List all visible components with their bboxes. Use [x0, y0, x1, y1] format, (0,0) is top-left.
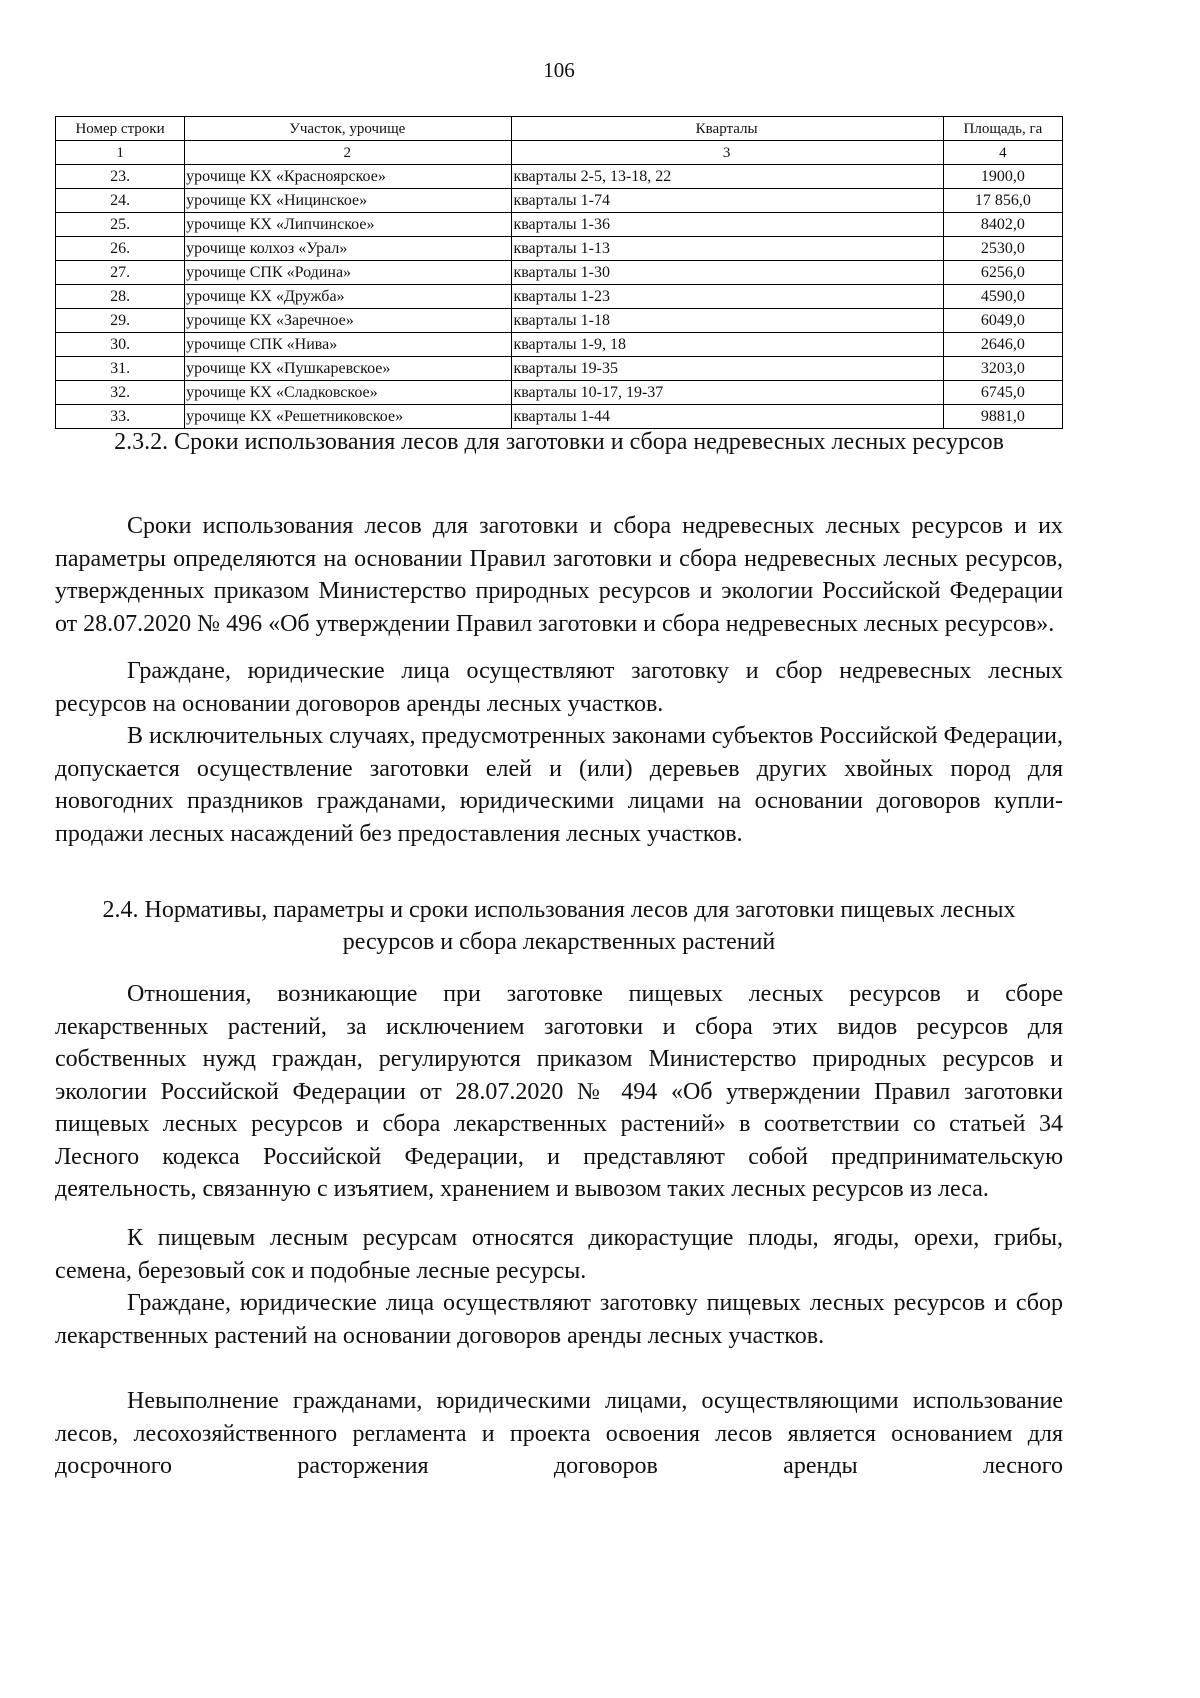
site-cell: урочище СПК «Родина» [185, 261, 512, 285]
site-cell: урочище СПК «Нива» [185, 333, 512, 357]
page-number: 106 [543, 58, 575, 82]
table-row [56, 213, 1063, 237]
area-cell: 2646,0 [943, 333, 1062, 357]
area-cell: 6049,0 [943, 309, 1062, 333]
paragraph: Граждане, юридические лица осуществляют заготовку и сбор недревесных лесных ресурсов на основании договоров аренды лесных участков. [55, 658, 1063, 717]
column-number: 1 [56, 141, 185, 165]
paragraph: Сроки использования лесов для заготовки и сбора недревесных лесных ресурсов и их параметры определяются на основании Правил заготовки и сбора недревесных лесных ресурсов, утвержденных приказом Министерство природных ресурсов и экологии Российской Федерации от 28.07.2020 № 496 «Об утверждении Правил заготовки и сбора недревесных лесных ресурсов». [55, 513, 1063, 637]
quarters-cell: кварталы 1-13 [512, 237, 943, 261]
quarters-cell: кварталы 19-35 [512, 357, 943, 381]
site-cell: урочище КХ «Липчинское» [185, 213, 512, 237]
column-number: 3 [512, 141, 943, 165]
table-row [56, 405, 1063, 429]
quarters-cell: кварталы 1-30 [512, 261, 943, 285]
paragraph: Невыполнение гражданами, юридическими лицами, осуществляющими использование лесов, лесохозяйственного регламента и проекта освоения лесов является основанием для досрочного расторжения договоров аренды лесного [55, 1388, 1063, 1479]
table-header-row [56, 117, 1063, 141]
area-cell: 3203,0 [943, 357, 1062, 381]
table-row [56, 357, 1063, 381]
site-cell: урочище КХ «Заречное» [185, 309, 512, 333]
paragraph: Отношения, возникающие при заготовке пищевых лесных ресурсов и сборе лекарственных растений, за исключением заготовки и сбора этих видов ресурсов для собственных нужд граждан, регулируются приказом Министерство природных ресурсов и экологии Российской Федерации от 28.07.2020 № 494 «Об утверждении Правил заготовки пищевых лесных ресурсов и сбора лекарственных растений» в соответствии со статьей 34 Лесного кодекса Российской Федерации, и представляют собой предпринимательскую деятельность, связанную с изъятием, хранением и вывозом таких лесных ресурсов из леса. [55, 981, 1063, 1202]
row-number-cell: 23. [56, 165, 185, 189]
site-cell: урочище КХ «Решетниковское» [185, 405, 512, 429]
column-number: 2 [185, 141, 512, 165]
quarters-cell: кварталы 1-36 [512, 213, 943, 237]
site-cell: урочище КХ «Ницинское» [185, 189, 512, 213]
quarters-cell: кварталы 1-44 [512, 405, 943, 429]
table-row [56, 237, 1063, 261]
section-heading-2-4: 2.4. Нормативы, параметры и сроки использования лесов для заготовки пищевых лесных ресурсов и сбора лекарственных растений [102, 897, 1016, 955]
table-row [56, 261, 1063, 285]
row-number-cell: 27. [56, 261, 185, 285]
area-cell: 2530,0 [943, 237, 1062, 261]
paragraph: В исключительных случаях, предусмотренных законами субъектов Российской Федерации, допускается осуществление заготовки елей и (или) деревьев других хвойных пород для новогодних праздников гражданами, юридическими лицами на основании договоров купли-продажи лесных насаждений без предоставления лесных участков. [55, 723, 1063, 847]
row-number-cell: 30. [56, 333, 185, 357]
area-cell: 6745,0 [943, 381, 1062, 405]
header-site: Участок, урочище [185, 117, 512, 141]
table-column-number-row [56, 141, 1063, 165]
area-cell: 4590,0 [943, 285, 1062, 309]
row-number-cell: 32. [56, 381, 185, 405]
row-number-cell: 33. [56, 405, 185, 429]
column-number: 4 [943, 141, 1062, 165]
row-number-cell: 28. [56, 285, 185, 309]
header-row-number: Номер строки [56, 117, 185, 141]
table-row [56, 381, 1063, 405]
site-cell: урочище КХ «Сладковское» [185, 381, 512, 405]
table-row [56, 165, 1063, 189]
paragraph: Граждане, юридические лица осуществляют заготовку пищевых лесных ресурсов и сбор лекарственных растений на основании договоров аренды лесных участков. [55, 1290, 1063, 1349]
area-cell: 8402,0 [943, 213, 1062, 237]
area-cell: 17 856,0 [943, 189, 1062, 213]
quarters-cell: кварталы 10-17, 19-37 [512, 381, 943, 405]
table-row [56, 333, 1063, 357]
site-cell: урочище колхоз «Урал» [185, 237, 512, 261]
table-row [56, 285, 1063, 309]
site-cell: урочище КХ «Дружба» [185, 285, 512, 309]
table-row [56, 309, 1063, 333]
quarters-cell: кварталы 1-18 [512, 309, 943, 333]
table-row [56, 189, 1063, 213]
row-number-cell: 31. [56, 357, 185, 381]
table-body [56, 165, 1063, 429]
area-cell: 9881,0 [943, 405, 1062, 429]
area-cell: 1900,0 [943, 165, 1062, 189]
header-area: Площадь, га [943, 117, 1062, 141]
row-number-cell: 24. [56, 189, 185, 213]
row-number-cell: 29. [56, 309, 185, 333]
quarters-cell: кварталы 1-74 [512, 189, 943, 213]
quarters-cell: кварталы 1-23 [512, 285, 943, 309]
header-quarters: Кварталы [512, 117, 943, 141]
area-cell: 6256,0 [943, 261, 1062, 285]
site-cell: урочище КХ «Пушкаревское» [185, 357, 512, 381]
quarters-cell: кварталы 1-9, 18 [512, 333, 943, 357]
site-cell: урочище КХ «Красноярское» [185, 165, 512, 189]
row-number-cell: 26. [56, 237, 185, 261]
quarters-cell: кварталы 2-5, 13-18, 22 [512, 165, 943, 189]
paragraph: К пищевым лесным ресурсам относятся дикорастущие плоды, ягоды, орехи, грибы, семена, березовый сок и подобные лесные ресурсы. [55, 1225, 1063, 1284]
section-heading-2-3-2: 2.3.2. Сроки использования лесов для заготовки и сбора недревесных лесных ресурсов [114, 429, 1004, 455]
regions-table [55, 116, 1063, 429]
row-number-cell: 25. [56, 213, 185, 237]
